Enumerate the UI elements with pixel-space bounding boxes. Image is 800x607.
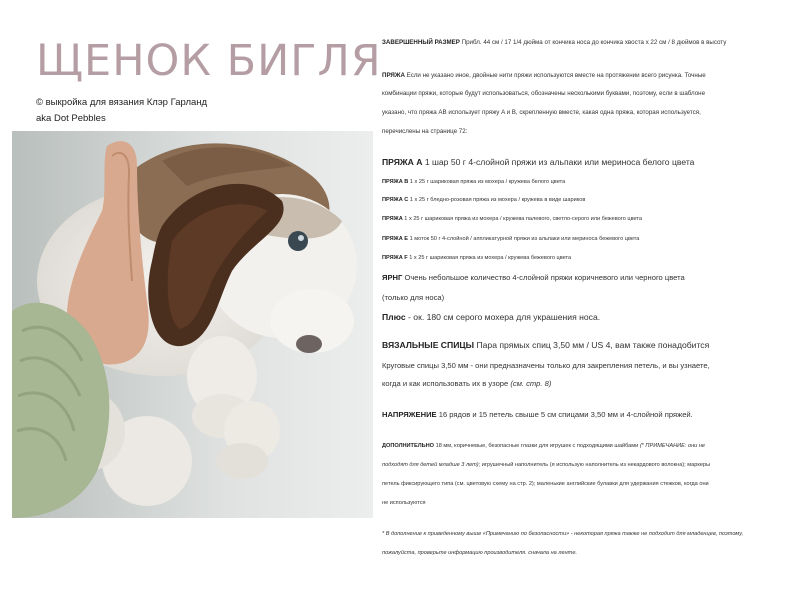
footnote-text-2: пожалуйста, проверьте информацию производителя. сначала на ленте. [382,550,578,556]
yarn-f-label: ПРЯЖА F [382,255,408,261]
needles-label: ВЯЗАЛЬНЫЕ СПИЦЫ [382,340,475,350]
yarn-note-line3: указано, что пряжа AB использует пряжу A и B, скрепленную вместе, какая одна пряжа, которая используется, [382,109,701,116]
yarn-d [382,216,642,222]
yarn-c-text: 1 x 25 г бледно-розовая пряжа из мохера / кружева в виде шариков [409,197,586,203]
finished-size-label: ЗАВЕРШЕННЫЙ РАЗМЕР [382,39,460,46]
yarn-c [382,197,585,203]
needles-text: Пара прямых спиц 3,50 мм / US 4, вам также понадобится [476,340,710,350]
yarn-c-label: ПРЯЖА С [382,197,409,203]
plus-label: Плюс [382,312,406,322]
needles-line3-text: когда и как использовать их в узоре [382,379,509,388]
yarn-note-text: Если не указано иное, двойные нити пряжи используются вместе на протяжении всего рисунка. Точные [406,72,706,79]
yarn-note-line1 [382,72,706,79]
needles-line3 [382,379,551,388]
additional-text: 18 мм, коричневые, безопасные глазки для игрушек с подходящими шайбами [435,443,639,449]
page-title: ЩЕНОК БИГЛЯ [36,36,382,86]
yarn-g [382,273,685,282]
yarn-e-label: ПРЯЖА E [382,236,409,242]
yarn-d-label: ПРЯЖА [382,216,403,222]
finished-size-text: Прибл. 44 см / 17 1/4 дюйма от кончика носа до кончика хвоста x 22 см / 8 дюймов в высоту [461,39,727,46]
yarn-note-label: ПРЯЖА [382,72,405,79]
additional-line2-text: игрушечный наполнитель (я использую наполнитель из некардового волокна); маркеры [481,462,711,468]
yarn-b [382,179,565,185]
tension-label: НАПРЯЖЕНИЕ [382,410,437,419]
additional-line3: петель фиксирующего типа (см. цветовую схему на стр. 2); маленькие английские булавки для удержания стежков, когда они [382,481,709,487]
yarn-note-line4: перечислены на странице 72: [382,128,468,135]
additional-line4: не используются [382,500,426,506]
yarn-f-text: 1 x 25 г шариковая пряжа из мохера / кружева бежевого цвета [409,255,572,261]
yarn-a [382,157,694,167]
yarn-a-label: ПРЯЖА А [382,157,423,167]
yarn-e [382,236,639,242]
safety-note-end: подходят для детей младше 3 лет); [382,462,481,468]
needles-line2: Круговые спицы 3,50 мм - они предназначены только для закрепления петель, и вы узнаете, [382,361,710,370]
additional-line1 [382,443,705,449]
finished-size [382,39,726,46]
plus-text: - ок. 180 см серого мохера для украшения носа. [408,312,601,322]
safety-note: (* ПРИМЕЧАНИЕ: они не [639,443,706,449]
yarn-b-text: 1 x 25 г шариковая пряжа из мохера / кружева белого цвета [409,179,566,185]
footnote-line1 [382,531,743,537]
yarn-d-text: 1 x 25 г шариковая пряжа из мохера / кружева палевого, светло-серого или бежевого цвета [404,216,643,222]
footnote-line2 [382,550,577,556]
plus-note [382,312,600,322]
yarn-g-text: Очень небольшое количество 4-слойной пряжи коричневого или черного цвета [404,273,685,282]
yarn-b-label: ПРЯЖА В [382,179,409,185]
yarn-g-line2: (только для носа) [382,293,445,302]
tension-text: 16 рядов и 15 петель свыше 5 см спицами 3,50 мм и 4-слойной пряжей. [438,410,693,419]
footnote-text: * В дополнение к приведенному выше «Примечанию по безопасности» - некоторая пряжа также не подходит для младенцев, поэтому, [382,531,744,537]
yarn-e-text: 1 моток 50 г 4-слойной / аппликатурной пряжи из альпаки или мериноса бежевого цвета [409,236,640,242]
credit-line: © выкройка для вязания Клэр Гарланд [36,97,208,108]
additional-label: ДОПОЛНИТЕЛЬНО [382,443,435,449]
needles [382,340,709,350]
additional-line2 [382,462,710,468]
tension [382,410,693,419]
page-reference: (см. стр. 8) [510,379,552,388]
puppy-photo [12,131,373,518]
yarn-g-label: ЯРНГ [382,273,403,282]
yarn-a-text: 1 шар 50 г 4-слойной пряжи из альпаки или мериноса белого цвета [424,157,695,167]
yarn-f [382,255,571,261]
yarn-note-line2: комбинации пряжи, которые будут использоваться, обозначены несколькими буквами, поэтому, если в шаблоне [382,90,706,97]
credit-alias: aka Dot Pebbles [36,113,106,124]
